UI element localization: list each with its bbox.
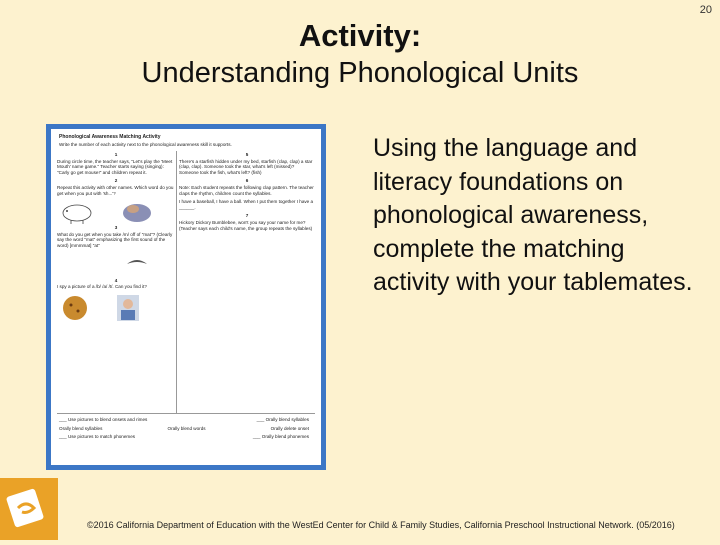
item-text: Note: Each student repeats the following clap pattern. The teacher claps the rhythm, children count the syllables. [179,184,314,196]
item-text: There's a starfish hidden under my bed, starfish (clap, clap) a star (clap, clap). Someone took the star, what's left (missed)? Someone took the fish, what's left? (fish) [179,158,313,175]
document-title: Phonological Awareness Matching Activity [59,134,161,140]
document-right-column [179,151,315,234]
item-number: 5 [245,152,249,157]
document-page [51,129,321,465]
pig-and-shoe-pictures [57,199,175,221]
cookie-icon [63,296,87,320]
pig-icon [63,205,91,221]
bat-picture [57,252,175,274]
title-line-2: Understanding Phonological Units [141,57,579,89]
item-text: Repeat this activity with other names. Which word do you get when you put with 'sh...'? [57,184,174,196]
slide-number: 20 [699,4,712,16]
item-text: I have a baseball, I have a ball. When I put them together I have a ______. [179,199,314,210]
slide-title [0,18,720,92]
document-instructions: Write the number of each activity next to the phonological awareness skill it supports. [59,142,232,147]
slide-body-text: Using the language and literacy foundations on phonological awareness, complete the matching activity with your tablemates. [373,134,693,296]
cookie-and-child-pictures [57,293,175,323]
item-number: 7 [245,213,249,219]
bat-icon [127,260,147,264]
document-column-divider [176,151,177,413]
cde-logo [0,478,58,540]
answer-row: ___ Use pictures to blend onsets and rimes ___ Orally blend syllables [59,417,309,422]
title-line-1: Activity: [298,18,422,53]
item-text: During circle time, the teacher says, "Let's play the 'Meet Mouth' name game." Teacher starts saying (singing): "Carly go get mouse!" and children repeat it. [57,158,173,175]
document-left-column [57,151,175,327]
document-answer-key [59,417,309,443]
answer-row: ___ Use pictures to match phonemes ___ Orally blend phonemes [59,434,309,440]
copyright-footer: ©2016 California Department of Education with the WestEd Center for Child & Family Studies, California Preschool Instructional Network. (05/2016) [87,520,675,530]
item-number: 6 [245,178,249,184]
item-number: 2 [114,178,118,184]
document-footer-divider [57,413,315,414]
document-thumbnail [46,124,326,470]
item-number: 3 [114,225,118,231]
item-number: 1 [114,152,118,157]
answer-row: Orally blend syllables Orally blend words Orally delete onset [59,425,309,431]
item-text: Hickory Dickory Bumblebee, won't you say your name for me? (Teacher says each child's name, the group repeats the syllables) [179,219,313,231]
item-text: What do you get when you take /m/ off of "mat"? (Clearly say the word "mat" emphasizing the first sound of the word) [mmmmat] "at" [57,231,173,248]
item-number: 4 [114,277,118,283]
item-text: I spy a picture of a /b/ /a/ /t/. Can you find it? [57,284,147,290]
logo-icon [0,478,58,540]
